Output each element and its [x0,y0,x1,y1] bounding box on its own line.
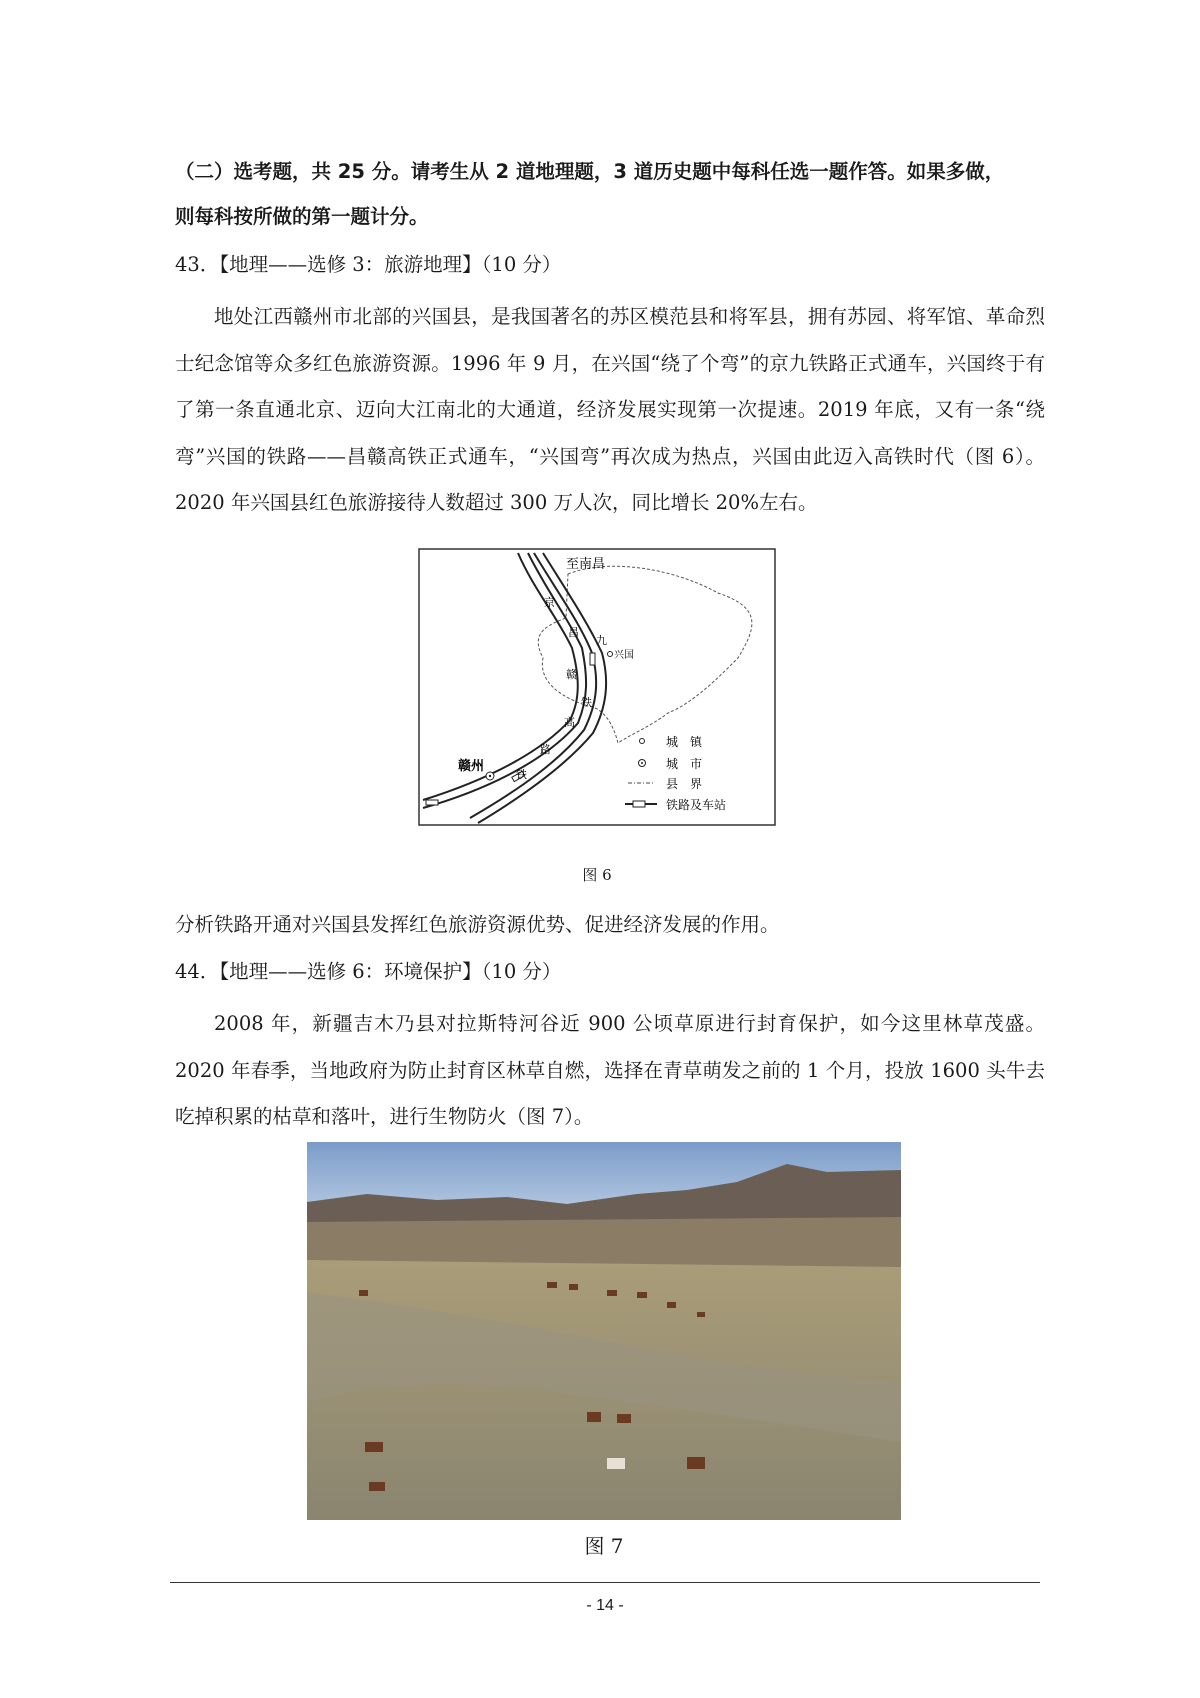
legend-city: 城 市 [666,757,703,771]
figure7-photo [307,1142,901,1520]
q44-body: 2008 年，新疆吉木乃县对拉斯特河谷近 900 公顷草原进行封育保护，如今这里林草茂盛。2020 年春季，当地政府为防止封育区林草自燃，选择在青草萌发之前的 1 个月，投放 1600 头牛去吃掉积累的枯草和落叶，进行生物防火（图 7）。 [175,1012,1045,1128]
figure6-caption: 图 6 [582,866,612,884]
footer-divider [170,1582,1040,1583]
map-rail-tie: 铁 [581,696,592,709]
map-rail-lu: 路 [540,743,551,756]
map-rail-jing: 京 [544,596,555,609]
map-rail-jiu: 九 [596,634,607,647]
map-hsr-gao: 高 [564,716,575,729]
map-label-to-nanchang: 至南昌 [566,557,606,572]
page-number: - 14 - [586,1597,624,1614]
map-label-xingguo: 兴国 [614,650,634,661]
map-label-ganzhou: 赣州 [458,759,485,774]
figure7-caption: 图 7 [584,1534,624,1558]
q43-body: 地处江西赣州市北部的兴国县，是我国著名的苏区模范县和将军县，拥有苏园、将军馆、革命烈士纪念馆等众多红色旅游资源。1996 年 9 月，在兴国“绕了个弯”的京九铁路正式通车，兴国终于有了第一条直通北京、迈向大江南北的大通道，经济发展实现第一次提速。2019 年底，又有一条“绕弯”兴国的铁路——昌赣高铁正式通车，“兴国弯”再次成为热点，兴国由此迈入高铁时代（图 6）。2020 年兴国县红色旅游接待人数超过 300 万人次，同比增长 20%左右。 [175,305,1045,514]
section-intro-line2: 则每科按所做的第一题计分。 [175,205,429,228]
section-intro-line1: （二）选考题，共 25 分。请考生从 2 道地理题，3 道历史题中每科任选一题作答。如果多做， [175,160,1005,183]
legend-county-border: 县 界 [666,777,703,791]
map-hsr-gan: 赣 [566,668,577,681]
map-hsr-tie: 铁 [516,768,527,781]
legend-town: 城 镇 [666,735,703,749]
q44-heading: 44．【地理——选修 6：环境保护】（10 分） [175,960,562,983]
q43-question: 分析铁路开通对兴国县发挥红色旅游资源优势、促进经济发展的作用。 [175,913,780,936]
q43-heading: 43．【地理——选修 3：旅游地理】（10 分） [175,253,562,276]
figure6-rail-map [418,548,776,860]
legend-railway-station: 铁路及车站 [666,798,727,812]
map-hsr-chang: 昌 [568,626,579,639]
